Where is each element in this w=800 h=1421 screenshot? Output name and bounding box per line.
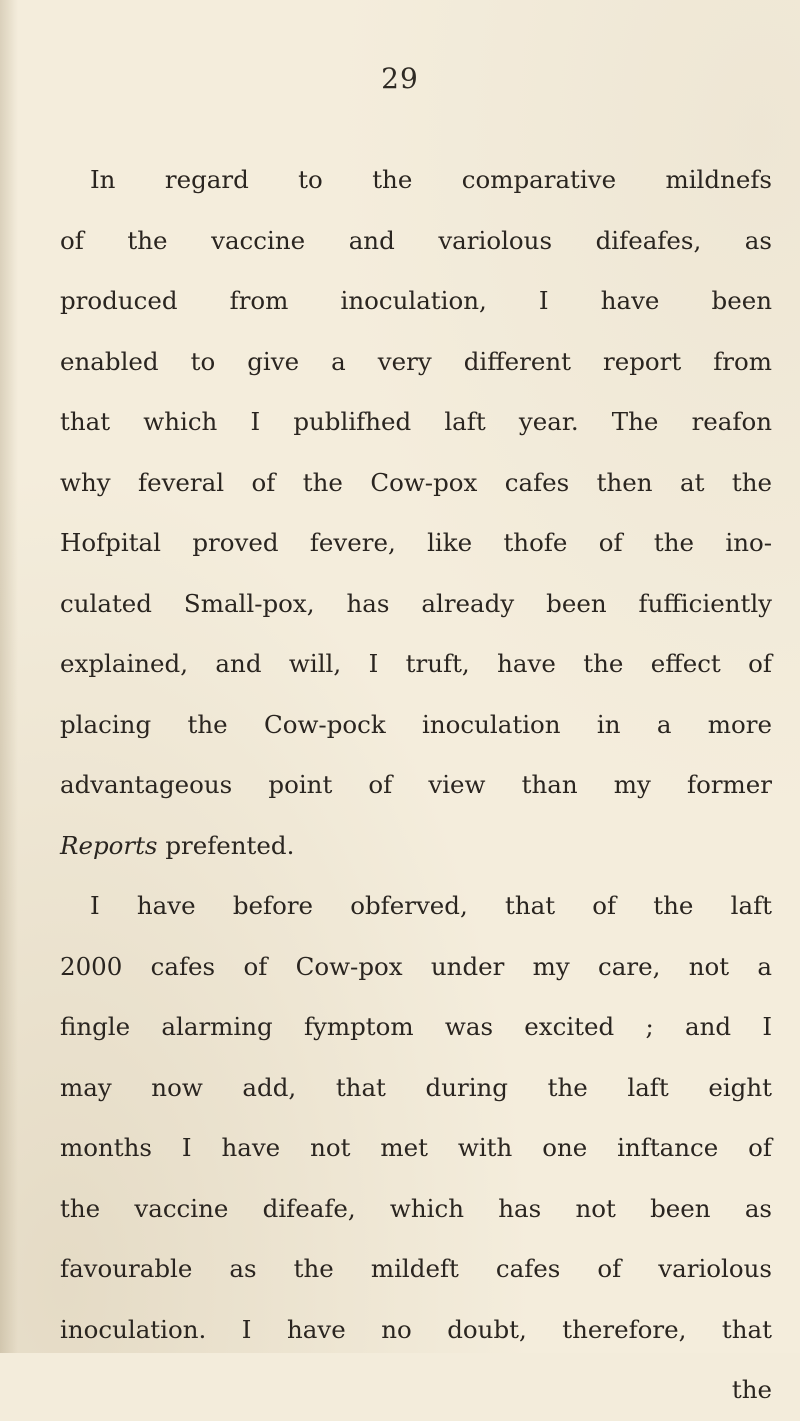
- text-line: fingle alarming fymptom was excited ; and I: [60, 1012, 772, 1041]
- text-line: placing the Cow-pock inoculation in a more: [60, 709, 772, 739]
- page-number: 29: [381, 62, 419, 95]
- text-line: advantageous point of view than my former: [60, 770, 772, 799]
- italic-reports: Reports: [60, 830, 158, 860]
- page-gutter-shadow: [0, 0, 18, 1353]
- text-line: of the vaccine and variolous difeafes, as: [60, 225, 772, 255]
- text-line: enabled to give a very different report from: [60, 346, 772, 376]
- text-line: months I have not met with one inftance of: [60, 1133, 772, 1162]
- body-text: [60, 150, 772, 1421]
- text-line: may now add, that during the laft eight: [60, 1072, 772, 1102]
- text-line: culated Small-pox, has already been fufficiently: [60, 588, 772, 618]
- text-line-paragraph-end: [60, 816, 772, 877]
- text-line: favourable as the mildeft cafes of variolous: [60, 1254, 772, 1283]
- text-line: why feveral of the Cow-pox cafes then at the: [60, 467, 772, 497]
- text-line: explained, and will, I truft, have the effect of: [60, 649, 772, 678]
- text-line: that which I publifhed laft year. The reafon: [60, 407, 772, 436]
- text-line: produced from inoculation, I have been: [60, 286, 772, 315]
- catchword: the: [731, 1375, 772, 1404]
- text-line: the vaccine difeafe, which has not been as: [60, 1193, 772, 1223]
- text-line: I have before obferved, that of the laft: [90, 891, 772, 920]
- text-line: Hofpital proved fevere, like thofe of the ino-: [60, 528, 772, 557]
- text-line: inoculation. I have no doubt, therefore, that: [60, 1314, 772, 1344]
- text-line: 2000 cafes of Cow-pox under my care, not a: [60, 951, 772, 981]
- text-line: In regard to the comparative mildnefs: [90, 165, 772, 194]
- presented-word: prefented.: [165, 830, 295, 860]
